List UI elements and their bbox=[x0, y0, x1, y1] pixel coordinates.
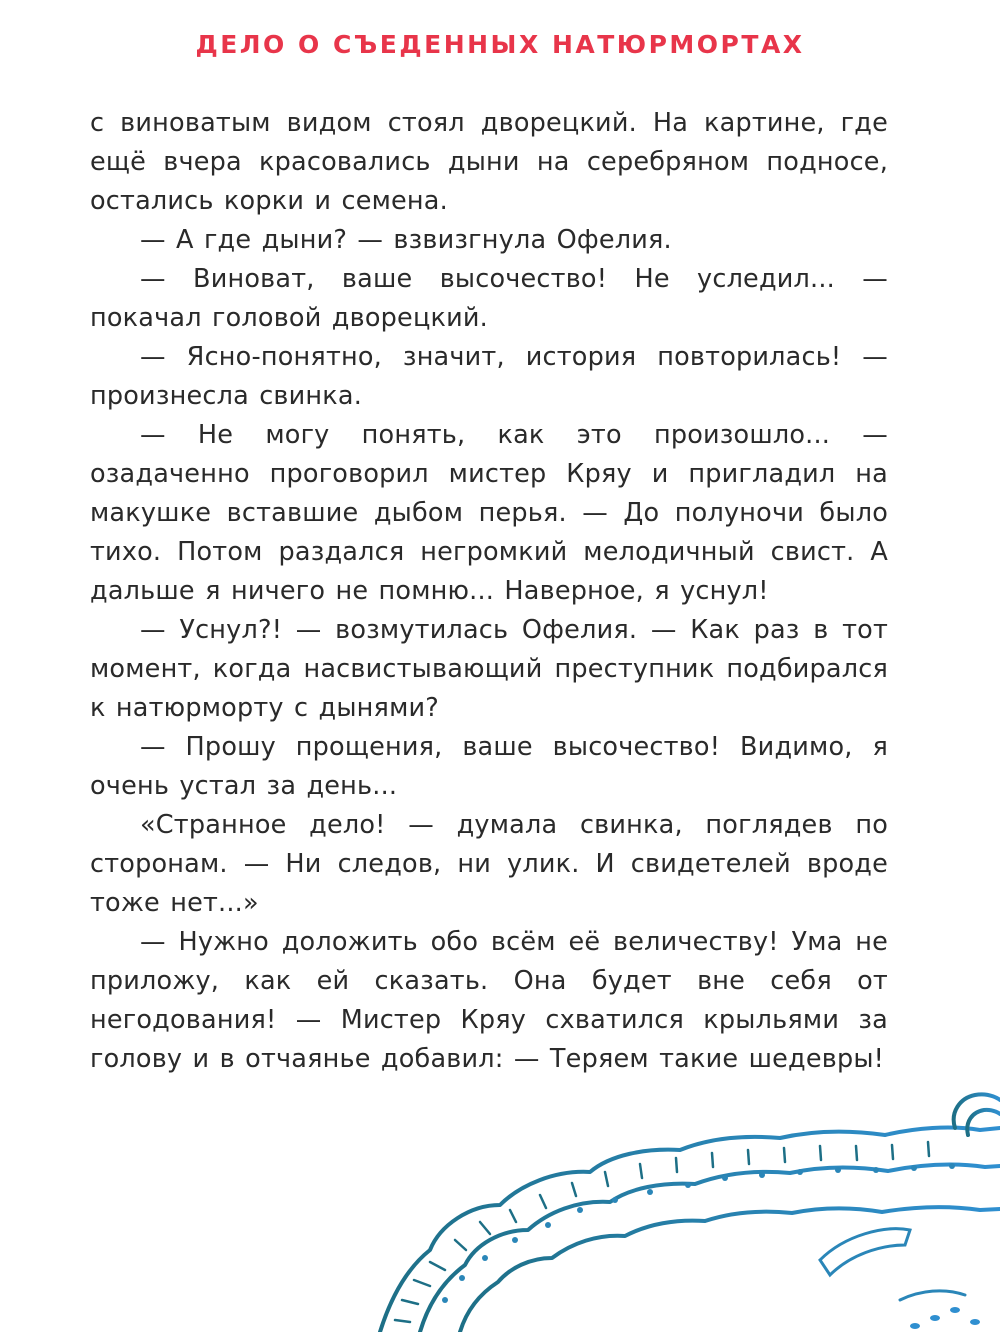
body-text bbox=[90, 104, 888, 1079]
paragraph: — Нужно доложить обо всём её величеству! Ума не приложу, как ей сказать. Она будет вне себя от негодования! — Мистер Кряу схватился крыльями за голову и в отчаянье добавил: — Теряем такие шедевры! bbox=[90, 927, 888, 1074]
paragraph: — Не могу понять, как это произошло... — озадаченно проговорил мистер Кряу и пригладил на макушке вставшие дыбом перья. — До полуночи было тихо. Потом раздался негромкий мелодичный свист. А дальше я ничего не помню... Наверное, я уснул! bbox=[90, 420, 888, 606]
paragraph: — А где дыни? — взвизгнула Офелия. bbox=[140, 225, 672, 255]
running-header: ДЕЛО О СЪЕДЕННЫХ НАТЮРМОРТАХ bbox=[195, 30, 805, 59]
paragraph: «Странное дело! — думала свинка, поглядев по сторонам. — Ни следов, ни улик. И свидетелей вроде тоже нет...» bbox=[90, 810, 888, 918]
paragraph: — Виноват, ваше высочество! Не уследил... — покачал головой дворецкий. bbox=[90, 264, 888, 333]
paragraph: с виноватым видом стоял дворецкий. На картине, где ещё вчера красовались дыни на серебряном подносе, остались корки и семена. bbox=[90, 108, 888, 216]
paragraph: — Прошу прощения, ваше высочество! Видимо, я очень устал за день... bbox=[90, 732, 888, 801]
paragraph: — Уснул?! — возмутилась Офелия. — Как раз в тот момент, когда насвистывающий преступник подбирался к натюрморту с дынями? bbox=[90, 615, 888, 723]
paragraph: — Ясно-понятно, значит, история повторилась! — произнесла свинка. bbox=[90, 342, 888, 411]
